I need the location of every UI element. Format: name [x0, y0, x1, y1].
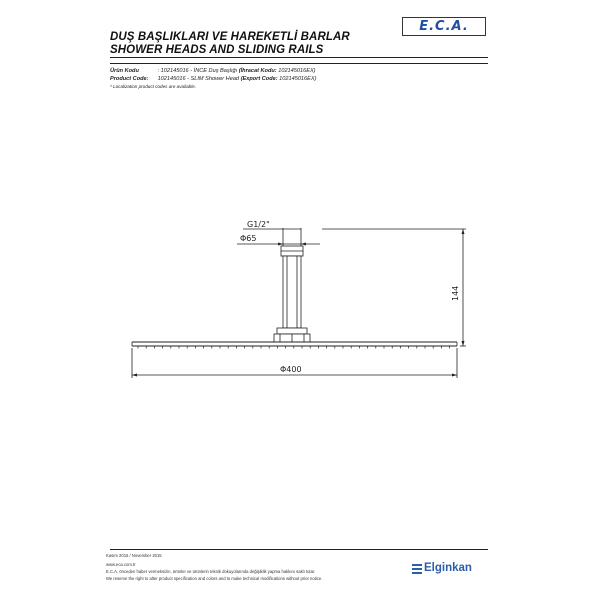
footer-note-en: We reserve the right to alter product specification and colors and to make technical modifications without prior notice. [106, 576, 323, 581]
flange-arrow-left [278, 243, 283, 246]
product-code-value: 102145016 - SLIM Shower Head [157, 76, 240, 82]
title-english: SHOWER HEADS AND SLIDING RAILS [110, 44, 324, 56]
localization-note: * Localization product codes are available. [110, 84, 197, 89]
diameter-arrow-right [452, 374, 457, 377]
height-arrow-bottom [462, 341, 465, 346]
diameter-arrow-left [132, 374, 137, 377]
height-arrow-top [462, 229, 465, 234]
footer-note-tr: E.C.A. önceden haber vermeksizin, ürünler ve ürünlerin teknik dokuyolarında değişiklik yapma hakkını saklı tutar. [106, 569, 316, 574]
footer-date: Kasım 2015 / November 2015 [106, 553, 162, 558]
shower-arm-pipe [283, 256, 301, 328]
thread-label: G1/2" [247, 220, 270, 229]
product-code-label: Product Code: [110, 76, 149, 82]
ihracat-label: (İhracat Kodu: [238, 68, 277, 74]
elginkan-logo-text: Elginkan [424, 562, 472, 574]
eca-logo-text: E.C.A. [419, 19, 469, 34]
footer-rule [110, 549, 488, 550]
export-value: 102145016EX) [279, 76, 317, 82]
elginkan-logo [412, 563, 492, 577]
flange-arrow-right [301, 243, 306, 246]
flange-diameter-label: Φ65 [240, 234, 257, 243]
height-label: 144 [451, 285, 460, 301]
head-diameter-label: Φ400 [280, 365, 302, 374]
export-label: (Export Code: [240, 76, 278, 82]
ball-joint-top [277, 328, 307, 334]
ihracat-value: 102145016EX) [278, 68, 316, 74]
urun-kodu-value: : 102145016 - İNCE Duş Başlığı [157, 68, 238, 74]
title-turkish: DUŞ BAŞLIKLARI VE HAREKETLİ BARLAR [110, 31, 350, 43]
elginkan-mark-icon [412, 564, 422, 575]
urun-kodu-label: Ürün Kodu [110, 68, 139, 74]
footer-website[interactable]: www.eca.com.tr [106, 562, 136, 567]
